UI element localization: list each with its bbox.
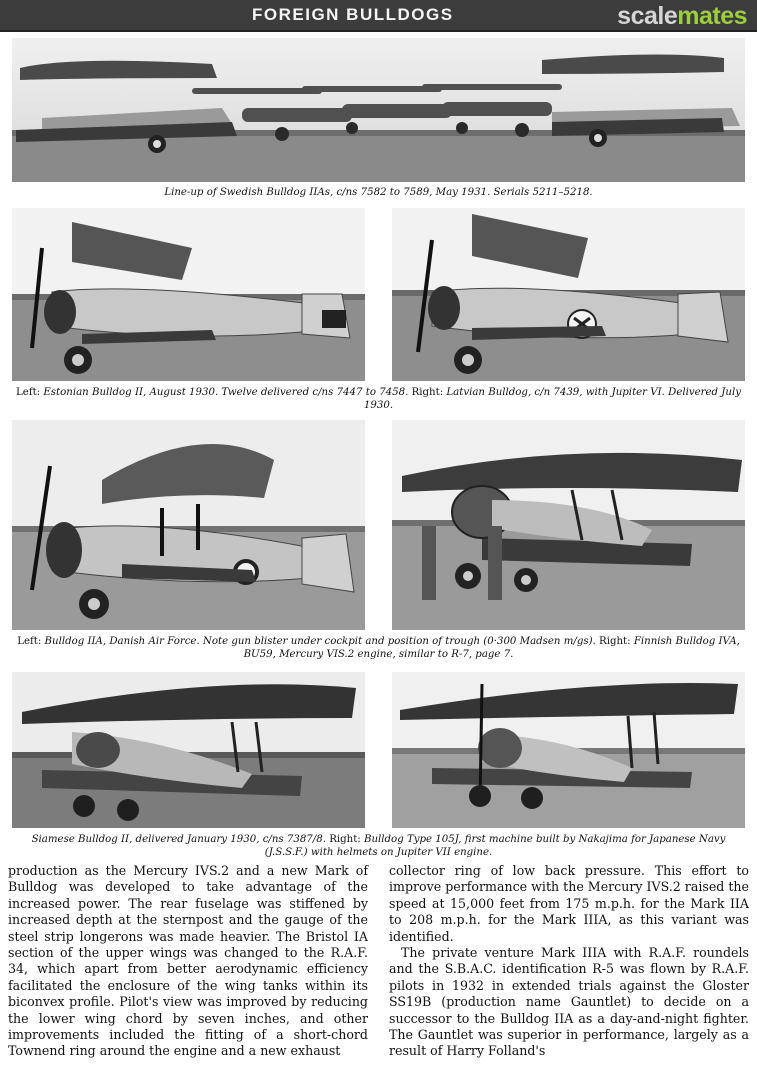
- caption-estonian-latvian: Left: Estonian Bulldog II, August 1930. Twelve delivered c/ns 7447 to 7458. Right: Latvian Bulldog, c/n 7439, with Jupiter VI. Delivered July 1930.: [16, 387, 741, 411]
- photo-estonian-bulldog: [12, 208, 365, 381]
- body-paragraph: collector ring of low back pressure. This effort to improve performance with the Mercury IVS.2 raised the speed at 15,000 feet from 175 m.p.h. for the Mark IIA to 208 m.p.h. for the Mark IIIA, as this variant was identified.: [389, 863, 749, 944]
- photo-swedish-lineup: [12, 38, 745, 182]
- photo-latvian-bulldog: [392, 208, 745, 381]
- page-header: [0, 0, 757, 32]
- body-right-column: [389, 863, 749, 1060]
- photo-siamese-bulldog: [12, 672, 365, 828]
- body-paragraph: The private venture Mark IIIA with R.A.F. roundels and the S.B.A.C. identification R-5 was flown by R.A.F. pilots in 1932 in extended trials against the Gloster SS19B (production name Gauntlet) to decide on a successor to the Bulldog IIA as a day-and-night fighter. The Gauntlet was superior in performance, largely as a result of Harry Folland's: [389, 945, 749, 1059]
- body-paragraph: production as the Mercury IVS.2 and a new Mark of Bulldog was developed to take advantage of the increased power. The rear fuselage was stiffened by increased depth at the sternpost and the gauge of the steel strip longerons was made heavier. The Bristol IA section of the upper wings was changed to the R.A.F. 34, which apart from better aerodynamic efficiency facilitated the enclosure of the wing tanks within its biconvex profile. Pilot's view was improved by reducing the lower wing chord by seven inches, and other improvements included the fitting of a short-chord Townend ring around the engine and a new exhaust: [8, 863, 368, 1059]
- caption-siamese-japanese: Siamese Bulldog II, delivered January 1930, c/ns 7387/8. Right: Bulldog Type 105J, first machine built by Nakajima for Japanese Navy (J.S.S.F.) with helmets on Jupiter VII engine.: [31, 834, 726, 858]
- body-left-column: [8, 863, 368, 1060]
- caption-swedish-lineup: Line-up of Swedish Bulldog IIAs, c/ns 7582 to 7589, May 1931. Serials 5211–5218.: [164, 187, 593, 198]
- photo-japanese-bulldog: [392, 672, 745, 828]
- page-title: FOREIGN BULLDOGS: [252, 5, 454, 24]
- photo-danish-bulldog: [12, 420, 365, 630]
- caption-danish-finnish: Left: Bulldog IIA, Danish Air Force. Note gun blister under cockpit and position of trough (0·300 Madsen m/gs). Right: Finnish Bulldog IVA, BU59, Mercury VIS.2 engine, similar to R-7, page 7.: [17, 636, 740, 660]
- scalemates-watermark: scalemates: [617, 2, 747, 30]
- photo-finnish-bulldog: [392, 420, 745, 630]
